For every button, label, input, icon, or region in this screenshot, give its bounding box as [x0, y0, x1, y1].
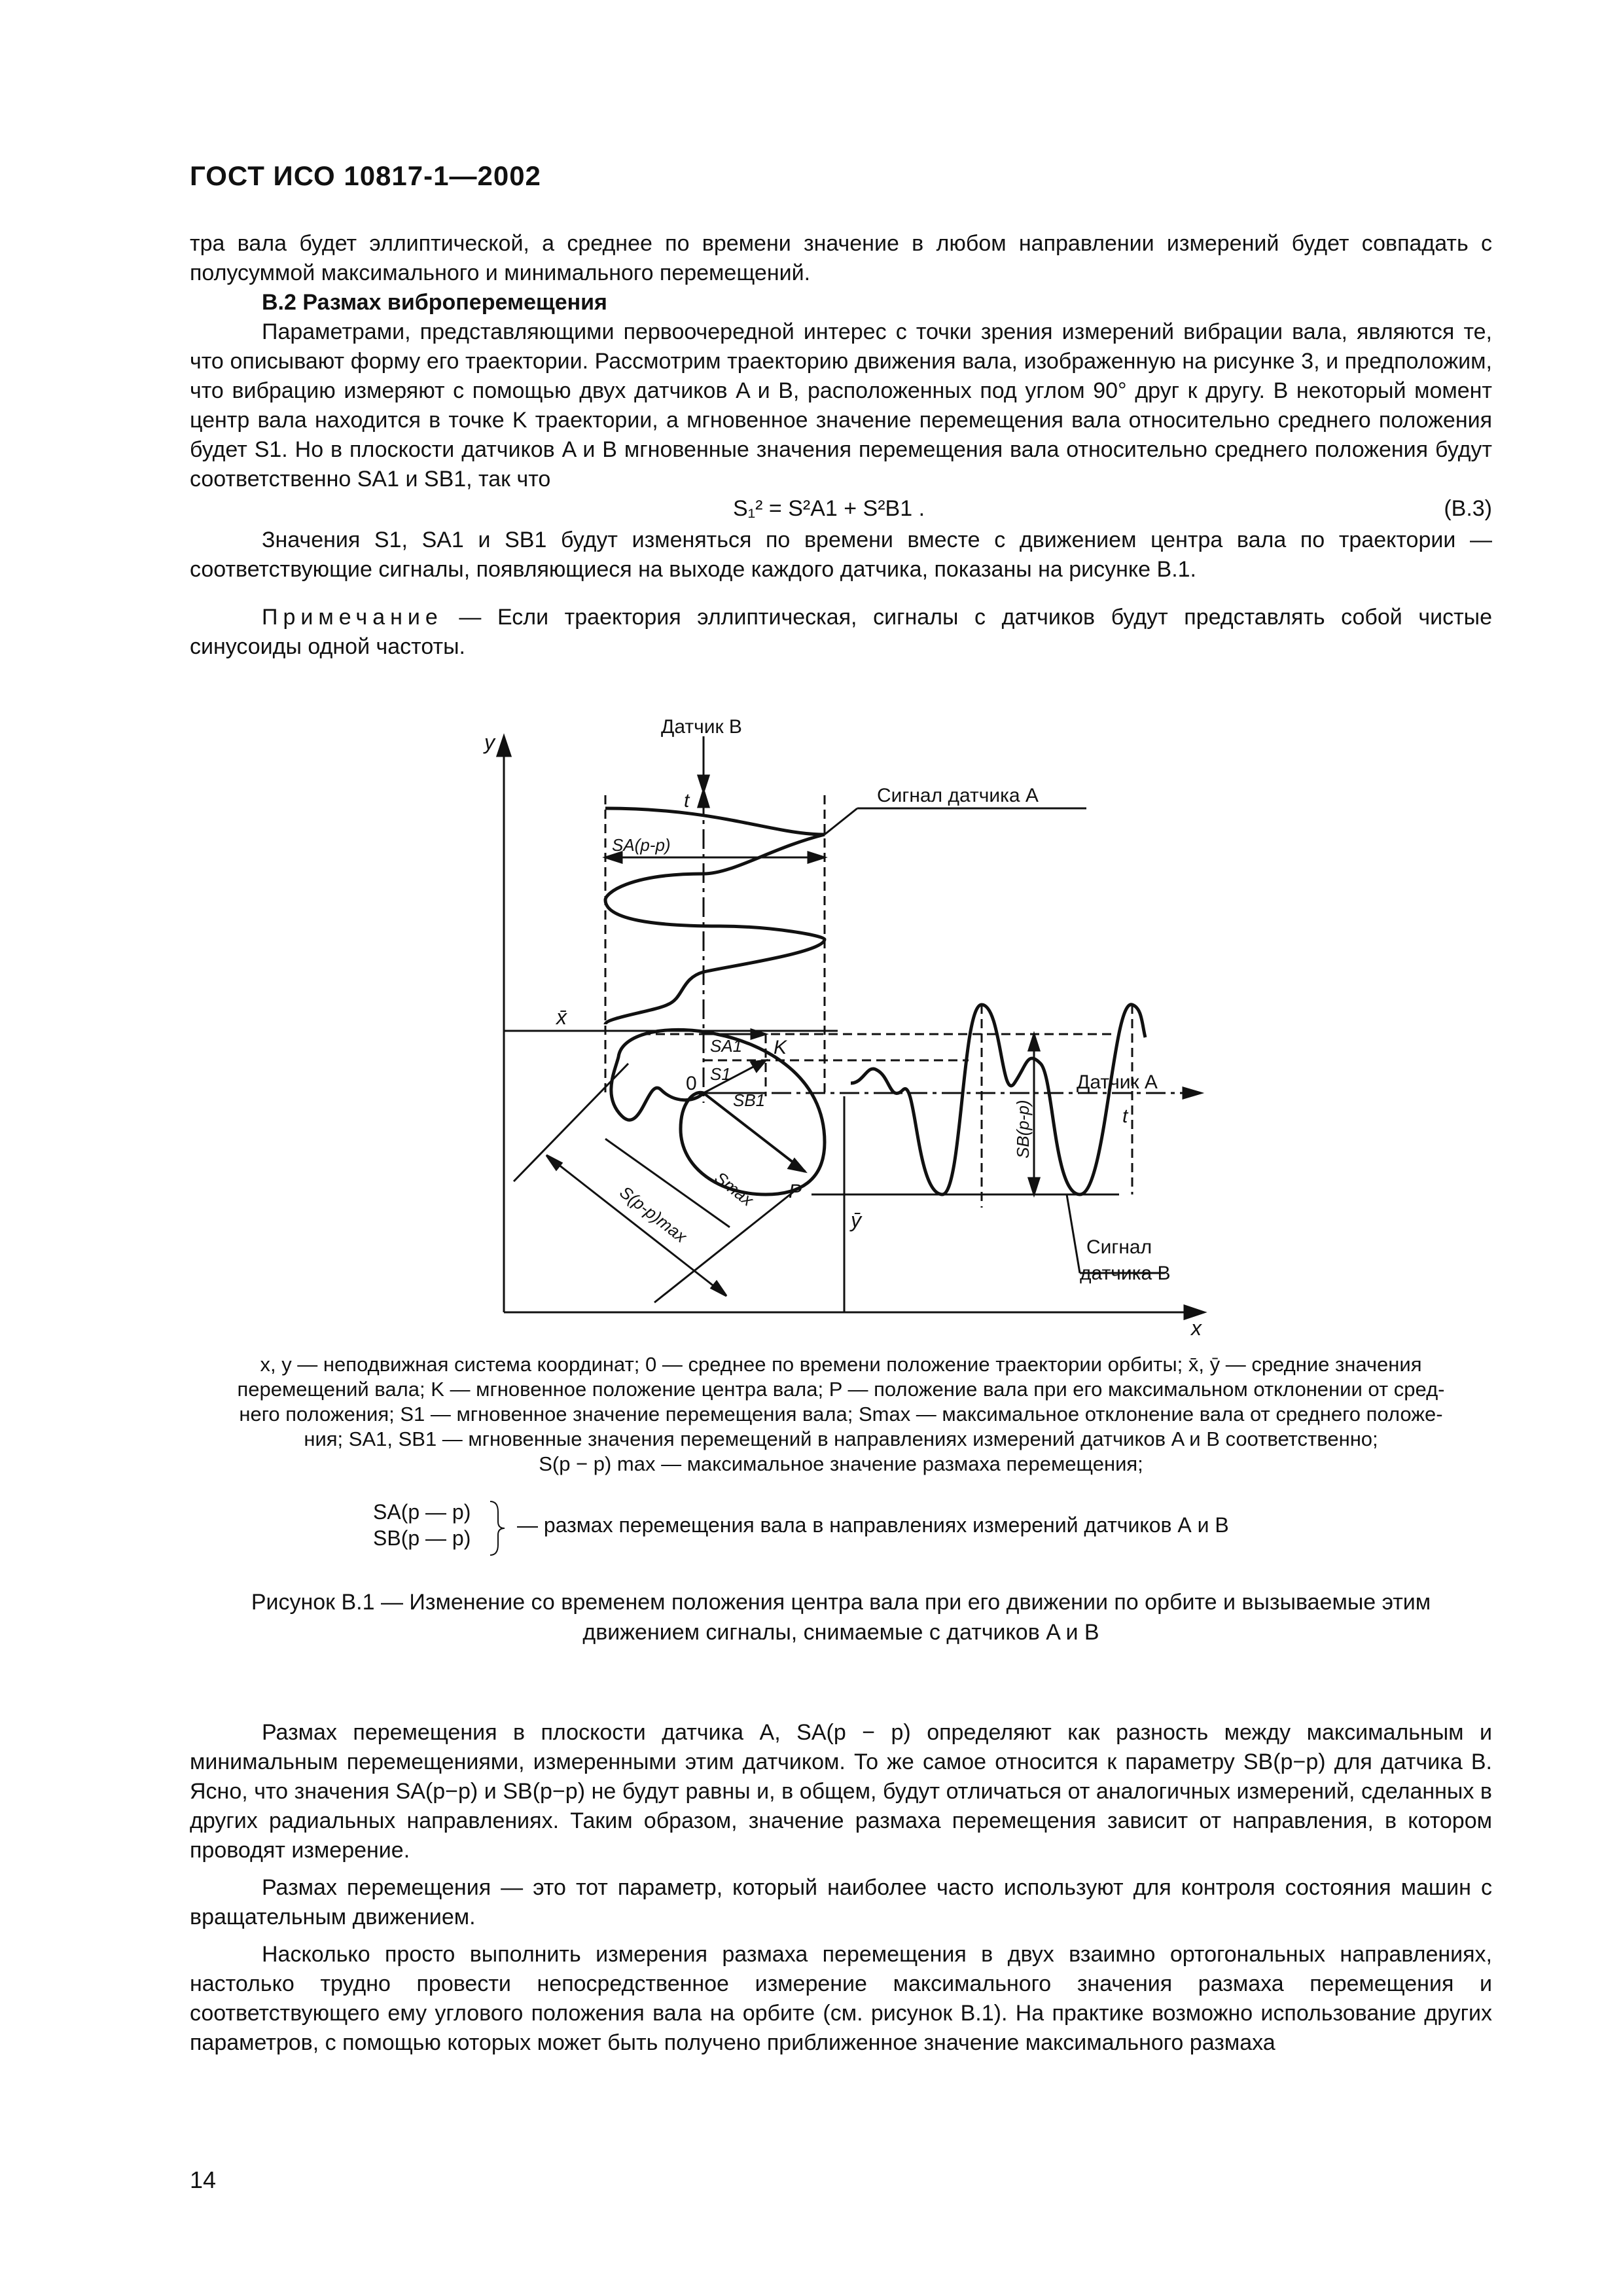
x-axis-label: x [1191, 1316, 1202, 1338]
t-label-b: t [684, 790, 690, 812]
sppmax-extension-1 [514, 1064, 628, 1181]
paragraph-signals: Значения S1, SA1 и SB1 будут изменяться по времени вместе с движением центра вала по траектории — соответствующие сигналы, появляющиеся на выходе каждого датчика, показаны на рисунке В.1. [190, 528, 1492, 582]
figure-diagram [458, 710, 1230, 1338]
section-title: В.2 Размах виброперемещения [262, 290, 607, 315]
paragraph-peak-to-peak: Размах перемещения в плоскости датчика A, SA(p − p) определяют как разность между максимальным и минимальным перемещениями, измеренными этим датчиком. То же самое относится к параметру SB(p−p) для датчика B. Ясно, что значения SA(p−p) и SB(p−p) не будут равны и, в общем, будут отличаться от аналогичных измерений, сделанных в других радиальных направлениях. Таким образом, значение размаха перемещения зависит от направления, в котором проводят измерение. [190, 1720, 1492, 1863]
sapp-label: SA(p-p) [612, 835, 671, 855]
brace-symbol-b: SB(p — p) [373, 1526, 471, 1550]
note-label: Примечание [262, 605, 443, 630]
s1-label: S1 [710, 1064, 731, 1084]
signal-a-label: Сигнал датчика A [877, 785, 1039, 806]
y-axis-label: y [484, 730, 495, 754]
legend-line-4: ния; SA1, SB1 — мгновенные значения перемещений в направлениях измерений датчиков A и B соответственно; [304, 1427, 1378, 1450]
sbpp-label: SB(p-p) [1013, 1100, 1033, 1158]
signal-b-pointer [1067, 1194, 1080, 1273]
paragraph-trajectory: Параметрами, представляющими первоочередной интерес с точки зрения измерений вибрации вала, являются те, что описывают форму его траектории. Рассмотрим траекторию движения вала, изображенную на рисунке 3, и предположим, что вибрацию измеряют с помощью двух датчиков A и B, расположенных под углом 90° друг к другу. В некоторый момент центр вала находится в точке K траектории, а мгновенное значение перемещения вала относительно среднего положения будет S1. Но в плоскости датчиков A и B мгновенные значения перемещения вала относительно среднего положения будут соответственно SA1 и SB1, так что [190, 319, 1492, 492]
brace-symbol-a: SA(p — p) [373, 1500, 471, 1524]
paragraph-measurement: Насколько просто выполнить измерения размаха перемещения в двух взаимно ортогональных направлениях, настолько трудно провести непосредственное измерение максимального значения размаха перемещения и соответствующего ему углового положения вала на орбите (см. рисунок В.1). На практике возможно использование других параметров, с помощью которых может быть получено приближенное значение максимального размаха [190, 1942, 1492, 2055]
caption-line-1: Рисунок В.1 — Изменение со временем положения центра вала при его движении по орбите и вызываемые этим [251, 1590, 1431, 1615]
smax-label: Smax [711, 1168, 758, 1210]
formula-b3: S₁² = S²A1 + S²B1 . [733, 496, 925, 521]
signal-b-label-line1: Сигнал [1086, 1236, 1152, 1258]
legend-line-1: x, y — неподвижная система координат; 0 — среднее по времени положение траектории орбиты; x̄, ȳ — средние значения [260, 1353, 1422, 1376]
page-header: ГОСТ ИСО 10817-1—2002 [190, 160, 541, 191]
sa1-label: SA1 [710, 1036, 743, 1056]
figure-caption [190, 1587, 1492, 1647]
figure-legend [196, 1352, 1486, 1477]
legend-line-2: перемещений вала; K — мгновенное положение центра вала; P — положение вала при его максимальном отклонении от сред- [237, 1378, 1445, 1401]
top-text-block [190, 229, 1492, 662]
bottom-text-block [190, 1718, 1492, 2058]
legend-line-5: S(p − p) max — максимальное значение размаха перемещения; [539, 1452, 1143, 1475]
legend-line-3: него положения; S1 — мгновенное значение перемещения вала; Smax — максимальное отклонение вала от среднего положе- [239, 1403, 1443, 1426]
x-bar-label: x̄ [556, 1005, 567, 1029]
k-label: K [774, 1037, 787, 1058]
formula-number: (В.3) [1444, 496, 1492, 521]
note-paragraph [190, 603, 1492, 662]
page-number: 14 [190, 2166, 217, 2193]
brace-description: — размах перемещения вала в направлениях измерений датчиков А и В [517, 1513, 1229, 1537]
figure-b1 [458, 710, 1230, 1338]
paragraph-parameter: Размах перемещения — это тот параметр, который наиболее часто используют для контроля состояния машин с вращательным движением. [190, 1875, 1492, 1929]
brace-icon [488, 1499, 507, 1558]
sppmax-label: S(p-p)max [616, 1182, 691, 1247]
sb1-label: SB1 [733, 1090, 766, 1110]
sensor-b-arrow-head [698, 776, 709, 792]
t-label-a: t [1122, 1105, 1128, 1127]
p-label: P [789, 1181, 802, 1202]
signal-a-pointer [825, 808, 857, 834]
sensor-b-label: Датчик B [661, 716, 742, 738]
formula-row [190, 494, 1492, 526]
paragraph-continuation: тра вала будет эллиптической, а среднее по времени значение в любом направлении измерений будет совпадать с полусуммой максимального и минимального перемещений. [190, 231, 1492, 285]
sensor-a-label: Датчик A [1077, 1071, 1158, 1093]
y-axis-arrow [497, 736, 510, 756]
sppmax-extension-2 [654, 1188, 798, 1302]
caption-line-2: движением сигналы, снимаемые с датчиков A и B [582, 1620, 1099, 1645]
brace-symbols [373, 1499, 471, 1551]
signal-b-wave [851, 1005, 1145, 1194]
zero-label: 0 [686, 1073, 697, 1094]
sppmax-dimension [546, 1155, 726, 1296]
signal-b-label-line2: датчика B [1080, 1263, 1171, 1284]
note-text: — Если траектория эллиптическая, сигналы с датчиков будут представлять собой чистые синусоиды одной частоты. [190, 605, 1492, 659]
y-bar-label: ȳ [851, 1208, 861, 1232]
legend-brace-block [373, 1499, 1486, 1571]
